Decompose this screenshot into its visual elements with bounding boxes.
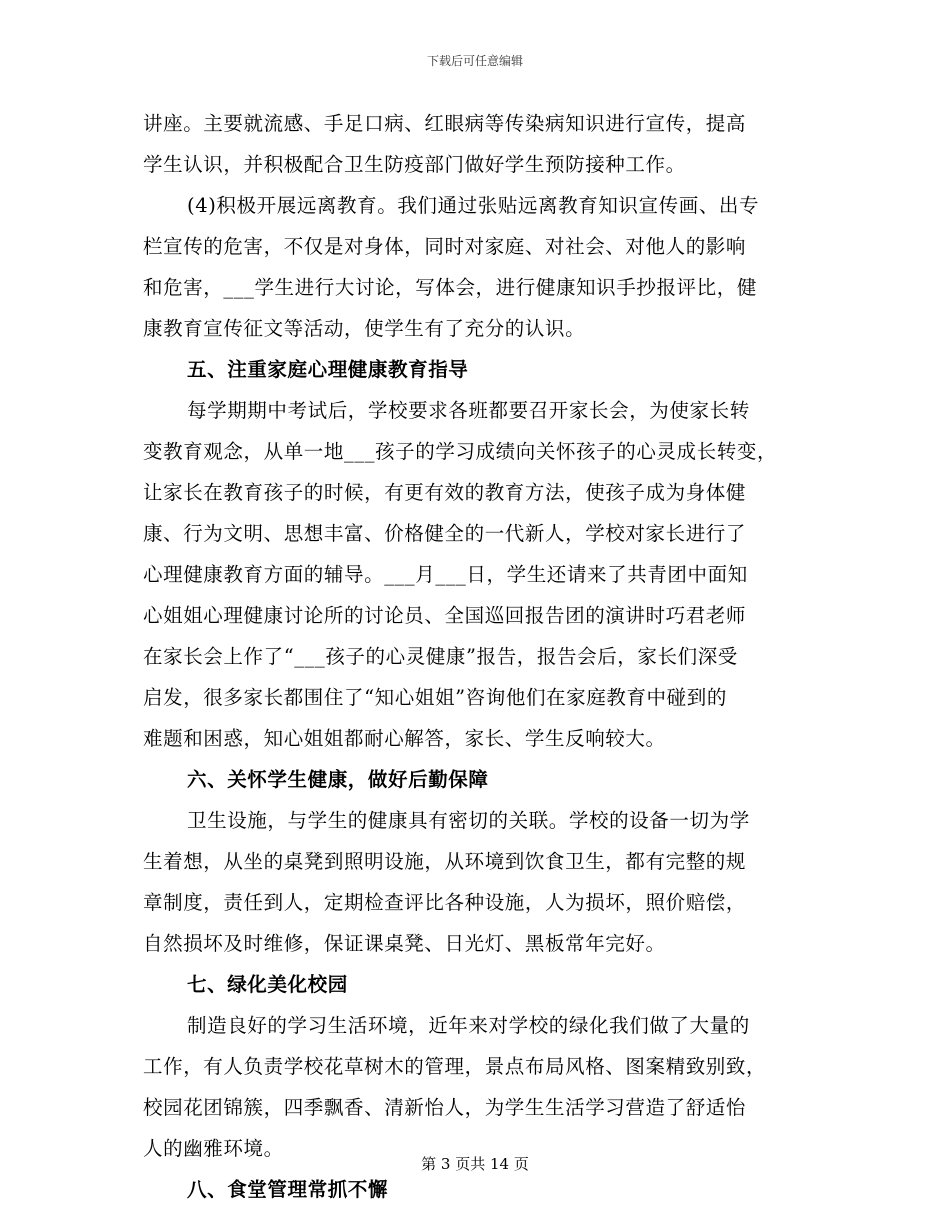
text-line: 生着想，从坐的桌凳到照明设施，从环境到饮食卫生，都有完整的规 xyxy=(143,850,747,873)
text-line: 心理健康教育方面的辅导。___月___日，学生还请来了共青团中面知 xyxy=(143,563,748,586)
section-heading: 六、关怀学生健康，做好后勤保障 xyxy=(187,768,489,791)
text-line: 章制度，责任到人，定期检查评比各种设施，人为损坏，照价赔偿， xyxy=(143,891,747,914)
text-line: (4)积极开展远离教育。我们通过张贴远离教育知识宣传画、出专 xyxy=(187,194,760,217)
section-heading: 七、绿化美化校园 xyxy=(187,973,348,996)
text-line: 每学期期中考试后，学校要求各班都要召开家长会，为使家长转 xyxy=(187,399,750,422)
text-line: 难题和困惑，知心姐姐都耐心解答，家长、学生反响较大。 xyxy=(143,727,666,750)
text-line: 和危害，___学生进行大讨论，写体会，进行健康知识手抄报评比，健 xyxy=(143,276,757,299)
text-line: 变教育观念，从单一地___孩子的学习成绩向关怀孩子的心灵成长转变， xyxy=(143,440,778,463)
document-body xyxy=(143,103,813,1210)
text-line: 启发，很多家长都围住了“知心姐姐”咨询他们在家庭教育中碰到的 xyxy=(143,686,727,709)
text-line: 在家长会上作了“___孩子的心灵健康”报告，报告会后，家长们深受 xyxy=(143,645,738,668)
text-line: 校园花团锦簇，四季飘香、清新怡人，为学生生活学习营造了舒适怡 xyxy=(143,1096,747,1119)
text-line: 学生认识，并积极配合卫生防疫部门做好学生预防接种工作。 xyxy=(143,153,686,176)
text-line: 人的幽雅环境。 xyxy=(143,1137,284,1160)
text-line: 工作，有人负责学校花草树木的管理，景点布局风格、图案精致别致， xyxy=(143,1055,767,1078)
section-heading: 八、食堂管理常抓不懈 xyxy=(187,1178,389,1201)
text-line: 康教育宣传征文等活动，使学生有了充分的认识。 xyxy=(143,317,586,340)
text-line: 制造良好的学习生活环境，近年来对学校的绿化我们做了大量的 xyxy=(187,1014,750,1037)
text-line: 心姐姐心理健康讨论所的讨论员、全国巡回报告团的演讲时巧君老师 xyxy=(143,604,747,627)
text-line: 卫生设施，与学生的健康具有密切的关联。学校的设备一切为学 xyxy=(187,809,750,832)
section-heading: 五、注重家庭心理健康教育指导 xyxy=(187,358,469,381)
text-line: 让家长在教育孩子的时候，有更有效的教育方法，使孩子成为身体健 xyxy=(143,481,747,504)
page-footer: 第 3 页共 14 页 xyxy=(421,1155,529,1173)
text-line: 康、行为文明、思想丰富、价格健全的一代新人，学校对家长进行了 xyxy=(143,522,747,545)
text-line: 讲座。主要就流感、手足口病、红眼病等传染病知识进行宣传，提高 xyxy=(143,112,747,135)
page-header: 下载后可任意编辑 xyxy=(426,54,523,68)
text-line: 自然损坏及时维修，保证课桌凳、日光灯、黑板常年完好。 xyxy=(143,932,666,955)
text-line: 栏宣传的危害，不仅是对身体，同时对家庭、对社会、对他人的影响 xyxy=(143,235,747,258)
